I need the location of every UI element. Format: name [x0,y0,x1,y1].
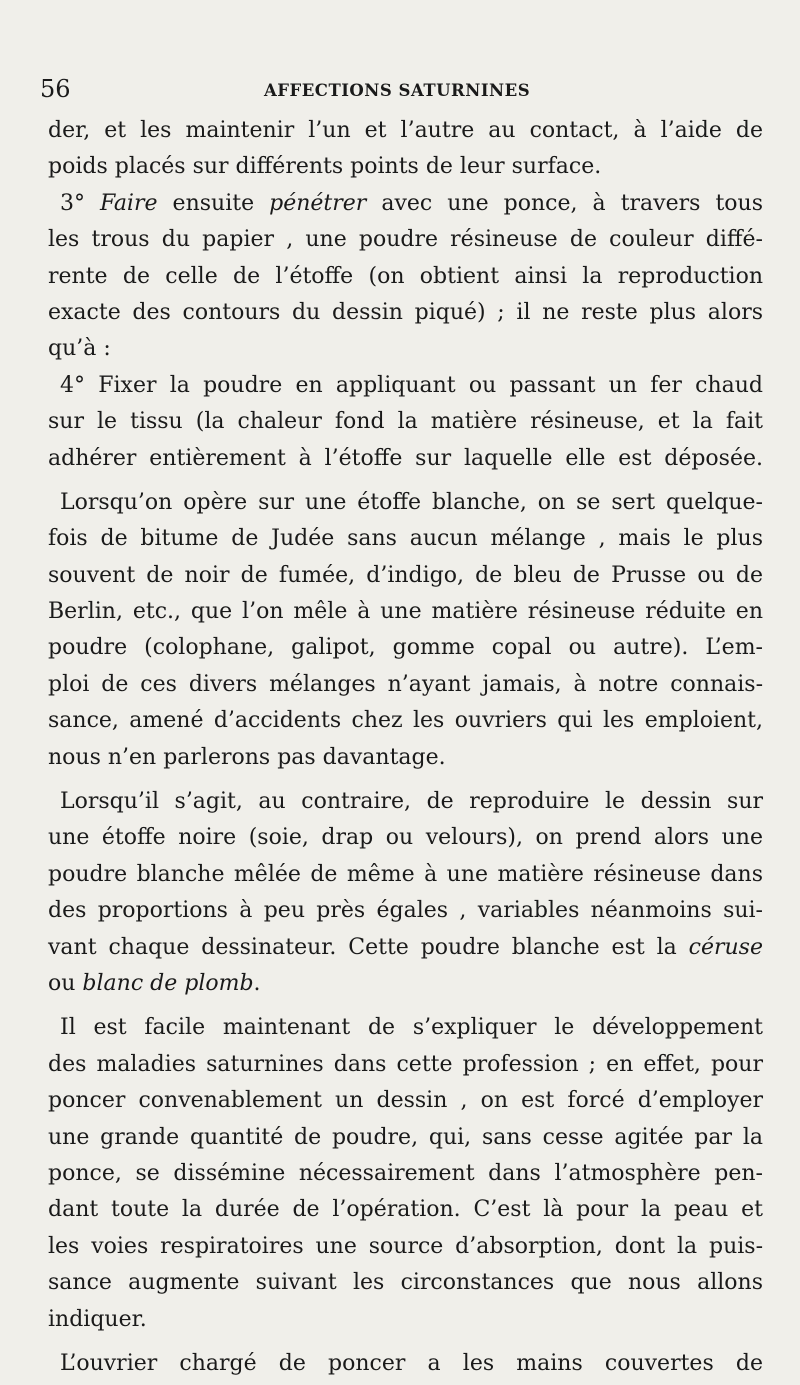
paragraph-gap [48,477,763,485]
text-line: ponce, se dissémine nécessairement dans l’atmosphère pen- [48,1160,763,1186]
text-line [48,966,763,1002]
body-text [48,113,763,1382]
text-line: poudre blanche mêlée de même à une matière résineuse dans [48,861,763,887]
text-line: des maladies saturnines dans cette profession ; en effet, pour [48,1051,763,1077]
text-segment: vant chaque dessinateur. Cette poudre blanche est la [48,934,689,960]
text-line: sur le tissu (la chaleur fond la matière résineuse, et la fait [48,409,763,435]
paragraph-gap [48,1338,763,1346]
text-segment: avec une ponce, à travers tous [366,190,764,216]
text-line: une grande quantité de poudre, qui, sans cesse agitée par la [48,1124,763,1150]
running-title: AFFECTIONS SATURNINES [264,81,531,100]
text-line: nous n’en parlerons pas davantage. [48,744,446,770]
text-line: poudre (colophane, galipot, gomme copal ou autre). L’em- [48,635,763,661]
text-line: une étoffe noire (soie, drap ou velours), on prend alors une [48,825,763,851]
text-segment: . [253,970,261,996]
text-line: rente de celle de l’étoffe (on obtient ainsi la reproduction [48,263,763,289]
text-line: Lorsqu’on opère sur une étoffe blanche, on se sert quelque- [60,489,763,515]
text-line: adhérer entièrement à l’étoffe sur laquelle elle est déposée. [48,445,763,471]
text-line [48,186,763,222]
paragraph-gap [48,776,763,784]
paragraph-gap [48,1002,763,1010]
text-line: exacte des contours du dessin piqué) ; il ne reste plus alors [48,299,763,325]
text-line: souvent de noir de fumée, d’indigo, de bleu de Prusse ou de [48,562,763,588]
text-line: les voies respiratoires une source d’absorption, dont la puis- [48,1233,763,1259]
italic-text: céruse [688,934,763,960]
text-line: Berlin, etc., que l’on mêle à une matière résineuse réduite en [48,599,763,625]
text-line: des proportions à peu près égales , variables néanmoins sui- [48,898,763,924]
text-line: indiquer. [48,1306,147,1332]
text-line: dant toute la durée de l’opération. C’est là pour la peau et [48,1197,763,1223]
text-segment: 3° [60,190,101,216]
text-segment: ensuite [157,190,270,216]
italic-text: pénétrer [269,190,367,216]
text-line: fois de bitume de Judée sans aucun mélange , mais le plus [48,526,763,552]
text-line: Il est facile maintenant de s’expliquer le développement [60,1015,763,1041]
italic-text: blanc de plomb [82,970,254,996]
text-line: poncer convenablement un dessin , on est forcé d’employer [48,1088,763,1114]
text-segment: ou [48,970,83,996]
page-header [40,74,760,104]
text-line: qu’à : [48,336,111,362]
page-number: 56 [40,75,71,103]
text-line: sance, amené d’accidents chez les ouvriers qui les emploient, [48,708,763,734]
text-line: ploi de ces divers mélanges n’ayant jamais, à notre connais- [48,671,763,697]
italic-text: Faire [100,190,158,216]
text-line: poids placés sur différents points de leur surface. [48,154,602,180]
text-line [48,930,763,966]
text-line: L’ouvrier chargé de poncer a les mains couvertes de [60,1350,763,1376]
text-line: 4° Fixer la poudre en appliquant ou passant un fer chaud [60,372,763,398]
text-line: Lorsqu’il s’agit, au contraire, de reproduire le dessin sur [60,789,763,815]
text-line: der, et les maintenir l’un et l’autre au contact, à l’aide de [48,118,763,143]
text-line: sance augmente suivant les circonstances que nous allons [48,1270,763,1296]
text-line: les trous du papier , une poudre résineuse de couleur diffé- [48,227,763,253]
